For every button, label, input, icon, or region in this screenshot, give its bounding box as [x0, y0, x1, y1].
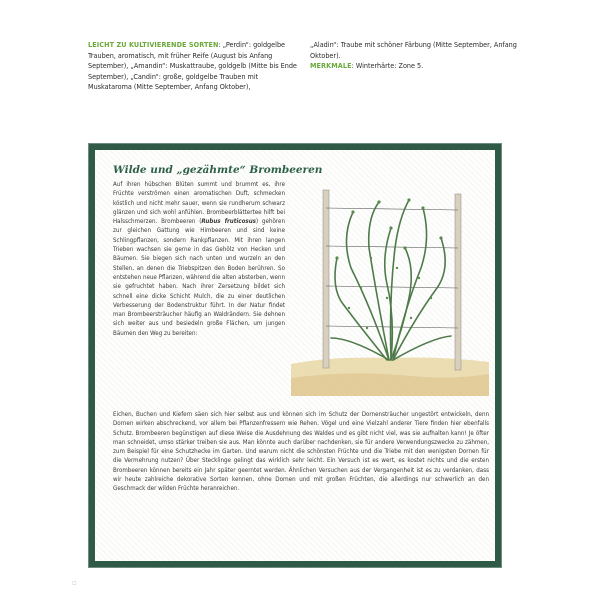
box-title: Wilde und „gezähmte“ Brombeeren [113, 164, 323, 176]
features-column [310, 40, 520, 72]
varieties-heading: LEICHT ZU KULTIVIERENDE SORTEN [88, 40, 219, 49]
para1-end: ) gehören zur gleichen Gattung wie Himbeeren und sind keine Schlingpflanzen, sondern Rankpflanzen. Mit ihren langen Trieben wachsen sie gerne in das Gehölz von Hecken und Bäumen. Sie biegen sich nach unten und wurzeln an den Stellen, an denen die Triebspitzen den Boden berühren. So entstehen neue Pflanzen, während die alten absterben, wenn sie gefruchtet haben. Nach ihrer Zersetzung bildet sich schnell eine dicke Schicht Mulch, die zu einer deutlichen Verbesserung der Bodenstruktur führt. In der Natur findet man Brombeersträucher häufig an Waldrändern. Sie dehnen sich weiter aus und besiedeln große Flächen, um jungen Bäumen den Weg zu bereiten: [113, 218, 285, 337]
varieties-column [88, 40, 298, 93]
blackberry-info-box [89, 144, 501, 567]
blackberry-plant-on-trellis-illustration [291, 188, 489, 402]
features-text: : Winterhärte: Zone 5. [351, 61, 424, 71]
features-heading: MERKMALE [310, 61, 352, 71]
top-text-section [88, 40, 518, 120]
latin-name: Rubus fruticosus [201, 218, 256, 226]
page-corner-mark: ▫ [72, 578, 77, 587]
box-paragraph-1 [113, 180, 285, 338]
aladin-text: „Aladin“: Traube mit schöner Färbung (Mitte September, Anfang Oktober). [310, 40, 517, 60]
varieties-text: : „Perdin“: goldgelbe Trauben, aromatisch, mit früher Reife (August bis Anfang September), „Amandin“: Muskattraube, goldgelb (Mitte bis Ende September), „Candin“: große, goldgelbe Trauben mit Muskataroma (Mitte September, Anfang Oktober), [88, 40, 297, 92]
box-paragraph-2: Eichen, Buchen und Kiefern säen sich hier selbst aus und können sich im Schutz der Dornensträucher ungestört entwickeln, denn Dornen wirken abschreckend, vor allem bei Pflanzenfressern wie Rehen. Vögel und eine Vielzahl anderer Tiere finden hier ebenfalls Schutz. Brombeeren begünstigen auf diese Weise die Ausdehnung des Waldes und es gibt nicht viel, was sie aufhalten kann! Je öfter man schneidet, umso stärker treiben sie aus. Man könnte auch darüber nachdenken, sie für andere Verwendungszwecke zu zähmen, zum Beispiel für eine Schutzhecke im Garten. Und warum nicht die schönsten Früchte und die Triebe mit den wenigsten Dornen für die Vermehrung nutzen? Über Stecklinge gelingt das wirklich sehr leicht. Ein Versuch ist es wert, es kostet nichts und die ersten Brombeeren können bereits ein Jahr später geerntet werden. Ähnlichen Versuchen aus der Vergangenheit ist es zu verdanken, dass wir heute zahlreiche dekorative Sorten kennen, ohne Dornen und mit großen Früchten, die allerdings nur schwerlich an den Geschmack der wilden Früchte heranreichen. [113, 411, 489, 493]
para1-start: Auf ihren hübschen Blüten summt und brummt es, ihre Früchte verströmen einen aromatischen Duft, schmecken köstlich und nicht mehr sauer, wenn sie rundherum schwarz glänzen und sich wohl anfühlen. Brombeerblättertee hilft bei Halsschmerzen. Brombeeren ( [113, 181, 285, 226]
